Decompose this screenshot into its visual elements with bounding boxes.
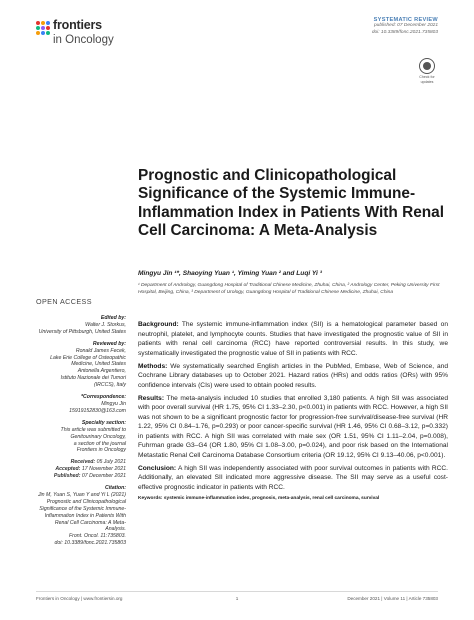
footer-issue-info: December 2021 | Volume 11 | Article 735803 [347, 596, 438, 601]
citation-line: Inflammation Index in Patients With [44, 512, 126, 519]
check-updates-label-2: updates [420, 80, 434, 85]
citation-line: Front. Oncol. 11:735803. [68, 533, 126, 540]
article-title: Prognostic and Clinicopathological Significance of the Systemic Immune-Inflammation Index in Patients With Renal Cell Carcinoma: A Meta-Analysis [138, 167, 445, 239]
doi-link[interactable]: doi: 10.3389/fonc.2021.735803 [371, 29, 438, 35]
citation-doi-link[interactable]: doi: 10.3389/fonc.2021.735803 [54, 540, 126, 547]
citation-section [36, 485, 126, 547]
citation-line: Significance of the Systemic Immune- [39, 505, 126, 512]
edited-by-section [36, 315, 126, 336]
check-updates-label: Check for [419, 75, 435, 79]
reviewer-line: Antonella Argentiero, [77, 368, 126, 375]
article-sidebar [36, 315, 126, 552]
article-type-label: SYSTEMATIC REVIEW [373, 17, 438, 23]
article-meta-header [372, 17, 438, 36]
reviewer-line: Istituto Nazionale dei Tumori [60, 375, 126, 382]
citation-line: Prognostic and Clinicopathological [46, 498, 126, 505]
footer-divider [36, 591, 438, 592]
conclusion-label: Conclusion: [138, 464, 177, 472]
dates-section [36, 459, 126, 480]
specialty-line: Frontiers in Oncology [76, 447, 126, 454]
results-text: The meta-analysis included 10 studies that enrolled 3,180 patients. A high SII was associated with poor overall survival (HR 1.75, 95% CI 1.33–2.30, p<0.001) in patients with RCC. However, a high SII was not shown to be a significant prognostic factor for progression-free survival/disease-free survival (HR 1.22, 95% CI 0.84–1.76, p=0.293) or poor cancer-specific survival (HR 1.46, 95% CI 0.68–3.12, p=0.332) in patients with RCC. A high SII was correlated with male sex (OR 1.51, 95% CI 1.11–2.04, p=0.008), Fuhrman grade G3–G4 (OR 1.80, 95% CI 1.08–3.00, p=0.024), and poor risk based on the International Metastatic Renal Cell Carcinoma Database Consortium criteria (OR 19.12, 95% CI 9.13–40.06, p<0.001). [138, 394, 448, 459]
page-number: 1 [235, 596, 239, 601]
check-for-updates-button[interactable] [416, 58, 438, 84]
methods-label: Methods: [138, 362, 168, 370]
logo-publisher-name: frontiers [53, 18, 102, 32]
citation-line: Renal Cell Carcinoma: A Meta-Analysis. [54, 519, 126, 533]
published-label: Published: [53, 473, 81, 480]
reviewer-line: Ronald James Fecek, [75, 347, 126, 354]
citation-label: Citation: [104, 485, 126, 492]
reviewer-line: (IRCCS), Italy [94, 382, 126, 389]
keywords [138, 496, 448, 503]
published-value: 07 December 2021 [81, 473, 126, 480]
received-date [36, 459, 126, 466]
accepted-value: 17 November 2021 [81, 466, 126, 473]
accepted-date [36, 466, 126, 473]
correspondence-section [36, 394, 126, 415]
received-value: 05 July 2021 [96, 459, 126, 466]
abstract-background [138, 320, 448, 358]
specialty-line: a section of the journal [73, 440, 126, 447]
accepted-label: Accepted: [55, 466, 81, 473]
published-date: published: 07 December 2021 [373, 23, 438, 28]
editor-line: Walter J. Storkus, [85, 321, 126, 328]
open-access-label: OPEN ACCESS [36, 297, 92, 306]
reviewed-by-label: Reviewed by: [92, 340, 126, 347]
background-label: Background: [138, 321, 179, 328]
methods-text: We systematically searched English articles in the PubMed, Embase, Web of Science, and Cochrane Library databases up to October 2021. Hazard ratios (HRs) and odds ratios (ORs) with 95% confidence intervals (CIs) were used to obtain pooled results. [138, 362, 448, 389]
correspondence-label: *Correspondence: [81, 394, 126, 401]
abstract-results [138, 394, 448, 461]
frontiers-logo-icon [36, 21, 50, 35]
keywords-text: systemic immune-inflammation index, prognosis, meta-analysis, renal cell carcinoma, survival [163, 495, 380, 501]
results-label: Results: [138, 394, 165, 402]
specialty-line: This article was submitted to [60, 426, 126, 433]
received-label: Received: [70, 459, 96, 466]
edited-by-label: Edited by: [100, 315, 126, 321]
abstract [138, 320, 448, 502]
author-affiliations: ¹ Department of Andrology, Guangdong Hospital of Traditional Chinese Medicine, Zhuhai, China, ² Andrology Center, Peking University First Hospital, Beijing, China, ³ Department of Urology, Guangdong Hospital of Traditional Chinese Medicine, Zhuhai, China [138, 283, 440, 295]
journal-logo[interactable] [36, 17, 131, 51]
abstract-conclusion [138, 464, 448, 493]
conclusion-text: A high SII was independently associated with poor survival outcomes in patients with RCC. Additionally, an elevated SII indicated more aggressive disease. The SII may serve as a useful cost-effective prognostic indicator in patients with RCC. [138, 464, 449, 491]
reviewer-line: Medicine, United States [71, 361, 126, 368]
specialty-line: Genitourinary Oncology, [70, 433, 126, 440]
reviewed-by-section [36, 341, 126, 389]
check-updates-icon [419, 58, 435, 74]
correspondence-name: Mingyu Jin [101, 400, 126, 407]
abstract-methods [138, 362, 448, 391]
keywords-label: Keywords: [138, 495, 163, 501]
footer-journal-link[interactable]: Frontiers in Oncology | www.frontiersin.org [36, 596, 123, 601]
author-list[interactable]: Mingyu Jin ¹*, Shaoying Yuan ¹, Yiming Yuan ² and Luqi Yi ³ [138, 270, 322, 277]
specialty-label: Specialty section: [81, 419, 126, 426]
published-date-sidebar [36, 473, 126, 480]
background-text: The systemic immune-inflammation index (SII) is a hematological parameter based on neutrophil, platelet, and lymphocyte counts. Studies that have investigated the prognostic value of SII in patients with renal cell carcinoma (RCC) have reported controversial results. In this study, we systematically investigated the prognostic value of SII in patients with RCC. [138, 321, 448, 357]
correspondence-email-link[interactable]: 15919152830@163.com [69, 407, 126, 414]
editor-line: University of Pittsburgh, United States [38, 328, 126, 335]
reviewer-line: Lake Erie College of Osteopathic [50, 354, 126, 361]
specialty-section [36, 420, 126, 455]
logo-journal-name: in Oncology [53, 34, 114, 46]
citation-line: Jin M, Yuan S, Yuan Y and Yi L (2021) [37, 491, 126, 498]
